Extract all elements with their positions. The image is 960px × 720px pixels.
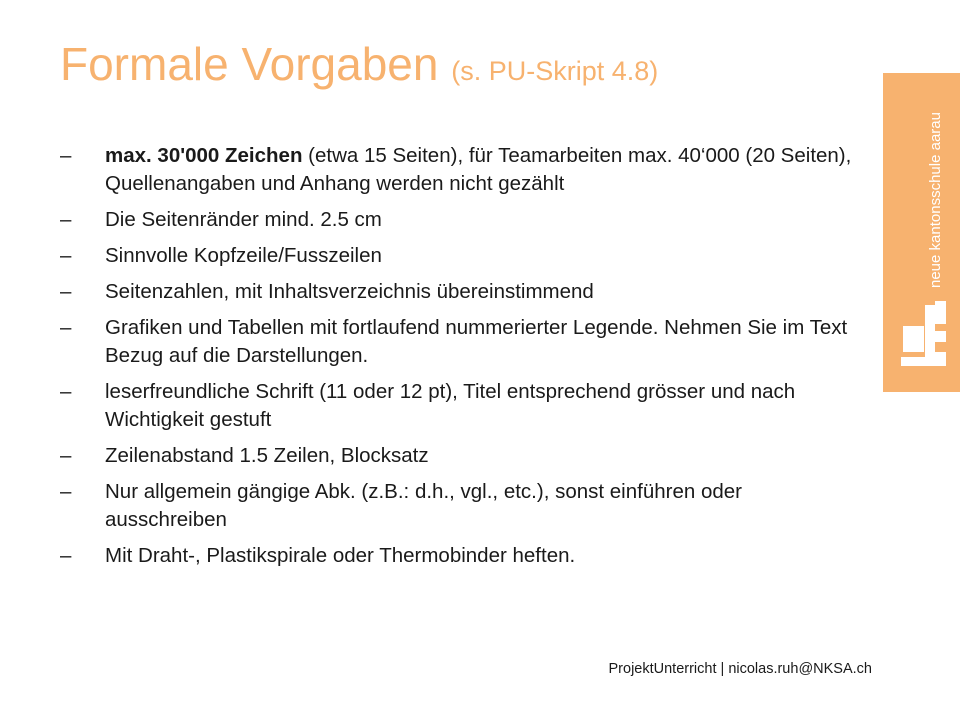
bullet-text: leserfreundliche Schrift (11 oder 12 pt), Titel entsprechend grösser und nach Wichtigkeit gestuft bbox=[105, 380, 796, 431]
school-logo-text: neue kantonsschule aarau bbox=[927, 112, 944, 288]
title-subtitle: (s. PU-Skript 4.8) bbox=[451, 56, 659, 86]
bullet-item bbox=[60, 478, 860, 534]
bullet-dash: – bbox=[60, 208, 72, 231]
bullet-list bbox=[60, 142, 860, 578]
bullet-text: (etwa 15 Seiten), für Teamarbeiten max. 40‘000 (20 Seiten), Quellenangaben und Anhang werden nicht gezählt bbox=[105, 144, 852, 195]
bullet-text: Grafiken und Tabellen mit fortlaufend nummerierter Legende. Nehmen Sie im Text Bezug auf die Darstellungen. bbox=[105, 316, 848, 367]
bullet-text: Die Seitenränder mind. 2.5 cm bbox=[105, 208, 382, 231]
bullet-item bbox=[60, 278, 860, 306]
bullet-dash: – bbox=[60, 280, 72, 303]
school-logo-icon bbox=[883, 73, 960, 392]
bullet-dash: – bbox=[60, 380, 72, 403]
title-main: Formale Vorgaben bbox=[60, 38, 439, 90]
slide-title bbox=[60, 34, 658, 101]
bullet-text: Nur allgemein gängige Abk. (z.B.: d.h., vgl., etc.), sonst einführen oder ausschreiben bbox=[105, 480, 742, 531]
bullet-dash: – bbox=[60, 480, 72, 503]
bullet-item bbox=[60, 142, 860, 198]
footer-text: ProjektUnterricht | nicolas.ruh@NKSA.ch bbox=[608, 661, 872, 677]
bullet-dash: – bbox=[60, 544, 72, 567]
bullet-item bbox=[60, 206, 860, 234]
bullet-dash: – bbox=[60, 316, 72, 339]
school-logo-panel bbox=[883, 73, 960, 392]
bullet-text: Sinnvolle Kopfzeile/Fusszeilen bbox=[105, 244, 382, 267]
bullet-item bbox=[60, 242, 860, 270]
bullet-item bbox=[60, 442, 860, 470]
bullet-text: Zeilenabstand 1.5 Zeilen, Blocksatz bbox=[105, 444, 429, 467]
bullet-dash: – bbox=[60, 144, 72, 167]
bullet-text: Mit Draht-, Plastikspirale oder Thermobinder heften. bbox=[105, 544, 576, 567]
bullet-item bbox=[60, 378, 860, 434]
bullet-text: Seitenzahlen, mit Inhaltsverzeichnis übereinstimmend bbox=[105, 280, 594, 303]
bullet-dash: – bbox=[60, 444, 72, 467]
bullet-bold-text: max. 30'000 Zeichen bbox=[105, 144, 303, 167]
bullet-dash: – bbox=[60, 244, 72, 267]
bullet-item bbox=[60, 314, 860, 370]
bullet-item bbox=[60, 542, 860, 570]
